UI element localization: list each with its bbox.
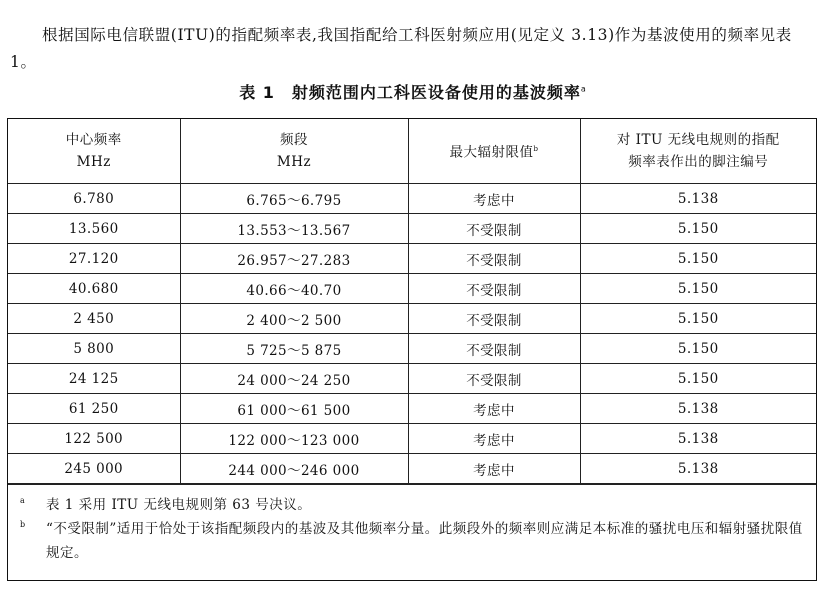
frequency-band-cell: 2 400～2 500	[180, 304, 408, 334]
max-radiation-limit-cell: 考虑中	[408, 394, 580, 424]
frequency-band-cell: 6.765～6.795	[180, 184, 408, 214]
table-note-a-mark: a	[20, 496, 26, 505]
center-frequency-cell: 61 250	[8, 394, 180, 424]
itu-footnote-cell: 5.150	[580, 214, 816, 244]
frequency-table-frame	[7, 118, 817, 581]
table-note-a-text: 表 1 采用 ITU 无线电规则第 63 号决议。	[46, 497, 312, 513]
itu-footnote-cell: 5.138	[580, 184, 816, 214]
center-frequency-cell: 122 500	[8, 424, 180, 454]
frequency-band-cell: 13.553～13.567	[180, 214, 408, 244]
header-frequency-band-label: 频段	[280, 132, 308, 148]
table-caption-title: 表 1 射频范围内工科医设备使用的基波频率	[239, 83, 581, 102]
header-frequency-band	[180, 119, 408, 184]
center-frequency-cell: 40.680	[8, 274, 180, 304]
itu-footnote-cell: 5.138	[580, 394, 816, 424]
frequency-band-cell: 5 725～5 875	[180, 334, 408, 364]
table-row	[8, 424, 816, 454]
itu-footnote-cell: 5.150	[580, 364, 816, 394]
header-itu-footnote-line2: 频率表作出的脚注编号	[628, 154, 769, 170]
table-row	[8, 454, 816, 484]
center-frequency-cell: 13.560	[8, 214, 180, 244]
center-frequency-cell: 27.120	[8, 244, 180, 274]
header-max-radiation-limit-label: 最大辐射限值	[449, 144, 534, 161]
frequency-band-cell: 61 000～61 500	[180, 394, 408, 424]
frequency-band-cell: 244 000～246 000	[180, 454, 408, 484]
table-note-a	[20, 493, 816, 517]
table-row	[8, 334, 816, 364]
itu-footnote-cell: 5.138	[580, 424, 816, 454]
table-notes	[8, 484, 816, 565]
frequency-table	[8, 119, 816, 484]
table-note-b-mark: b	[20, 520, 26, 529]
max-radiation-limit-cell: 考虑中	[408, 454, 580, 484]
header-frequency-band-unit: MHz	[276, 154, 312, 170]
frequency-band-cell: 40.66～40.70	[180, 274, 408, 304]
table-note-b	[20, 517, 816, 565]
table-row	[8, 244, 816, 274]
max-radiation-limit-cell: 不受限制	[408, 304, 580, 334]
max-radiation-limit-cell: 考虑中	[408, 424, 580, 454]
table-row	[8, 304, 816, 334]
header-footnote-mark: b	[533, 145, 539, 154]
max-radiation-limit-cell: 不受限制	[408, 334, 580, 364]
table-row	[8, 184, 816, 214]
max-radiation-limit-cell: 不受限制	[408, 364, 580, 394]
max-radiation-limit-cell: 考虑中	[408, 184, 580, 214]
center-frequency-cell: 24 125	[8, 364, 180, 394]
max-radiation-limit-cell: 不受限制	[408, 214, 580, 244]
frequency-band-cell: 122 000～123 000	[180, 424, 408, 454]
center-frequency-cell: 6.780	[8, 184, 180, 214]
header-center-frequency-unit: MHz	[76, 154, 111, 170]
center-frequency-cell: 5 800	[8, 334, 180, 364]
header-center-frequency	[8, 119, 180, 184]
center-frequency-cell: 245 000	[8, 454, 180, 484]
header-center-frequency-label: 中心频率	[65, 132, 122, 148]
itu-footnote-cell: 5.150	[580, 334, 816, 364]
frequency-band-cell: 24 000～24 250	[180, 364, 408, 394]
max-radiation-limit-cell: 不受限制	[408, 274, 580, 304]
table-note-b-text: “不受限制”适用于恰处于该指配频段内的基波及其他频率分量。此频段外的频率则应满足本标准的骚扰电压和辐射骚扰限值规定。	[46, 521, 803, 561]
itu-footnote-cell: 5.150	[580, 274, 816, 304]
max-radiation-limit-cell: 不受限制	[408, 244, 580, 274]
table-row	[8, 274, 816, 304]
table-row	[8, 214, 816, 244]
frequency-band-cell: 26.957～27.283	[180, 244, 408, 274]
table-caption-footnote-mark: a	[580, 84, 587, 94]
itu-footnote-cell: 5.150	[580, 304, 816, 334]
header-itu-footnote-number	[580, 119, 816, 184]
header-itu-footnote-line1: 对 ITU 无线电规则的指配	[616, 132, 780, 148]
header-max-radiation-limit	[408, 119, 580, 184]
table-caption	[0, 80, 826, 103]
itu-footnote-cell: 5.138	[580, 454, 816, 484]
intro-paragraph: 根据国际电信联盟(ITU)的指配频率表,我国指配给工科医射频应用(见定义 3.13)作为基波使用的频率见表 1。	[10, 25, 792, 71]
center-frequency-cell: 2 450	[8, 304, 180, 334]
table-row	[8, 364, 816, 394]
itu-footnote-cell: 5.150	[580, 244, 816, 274]
table-row	[8, 394, 816, 424]
table-header-row	[8, 119, 816, 184]
